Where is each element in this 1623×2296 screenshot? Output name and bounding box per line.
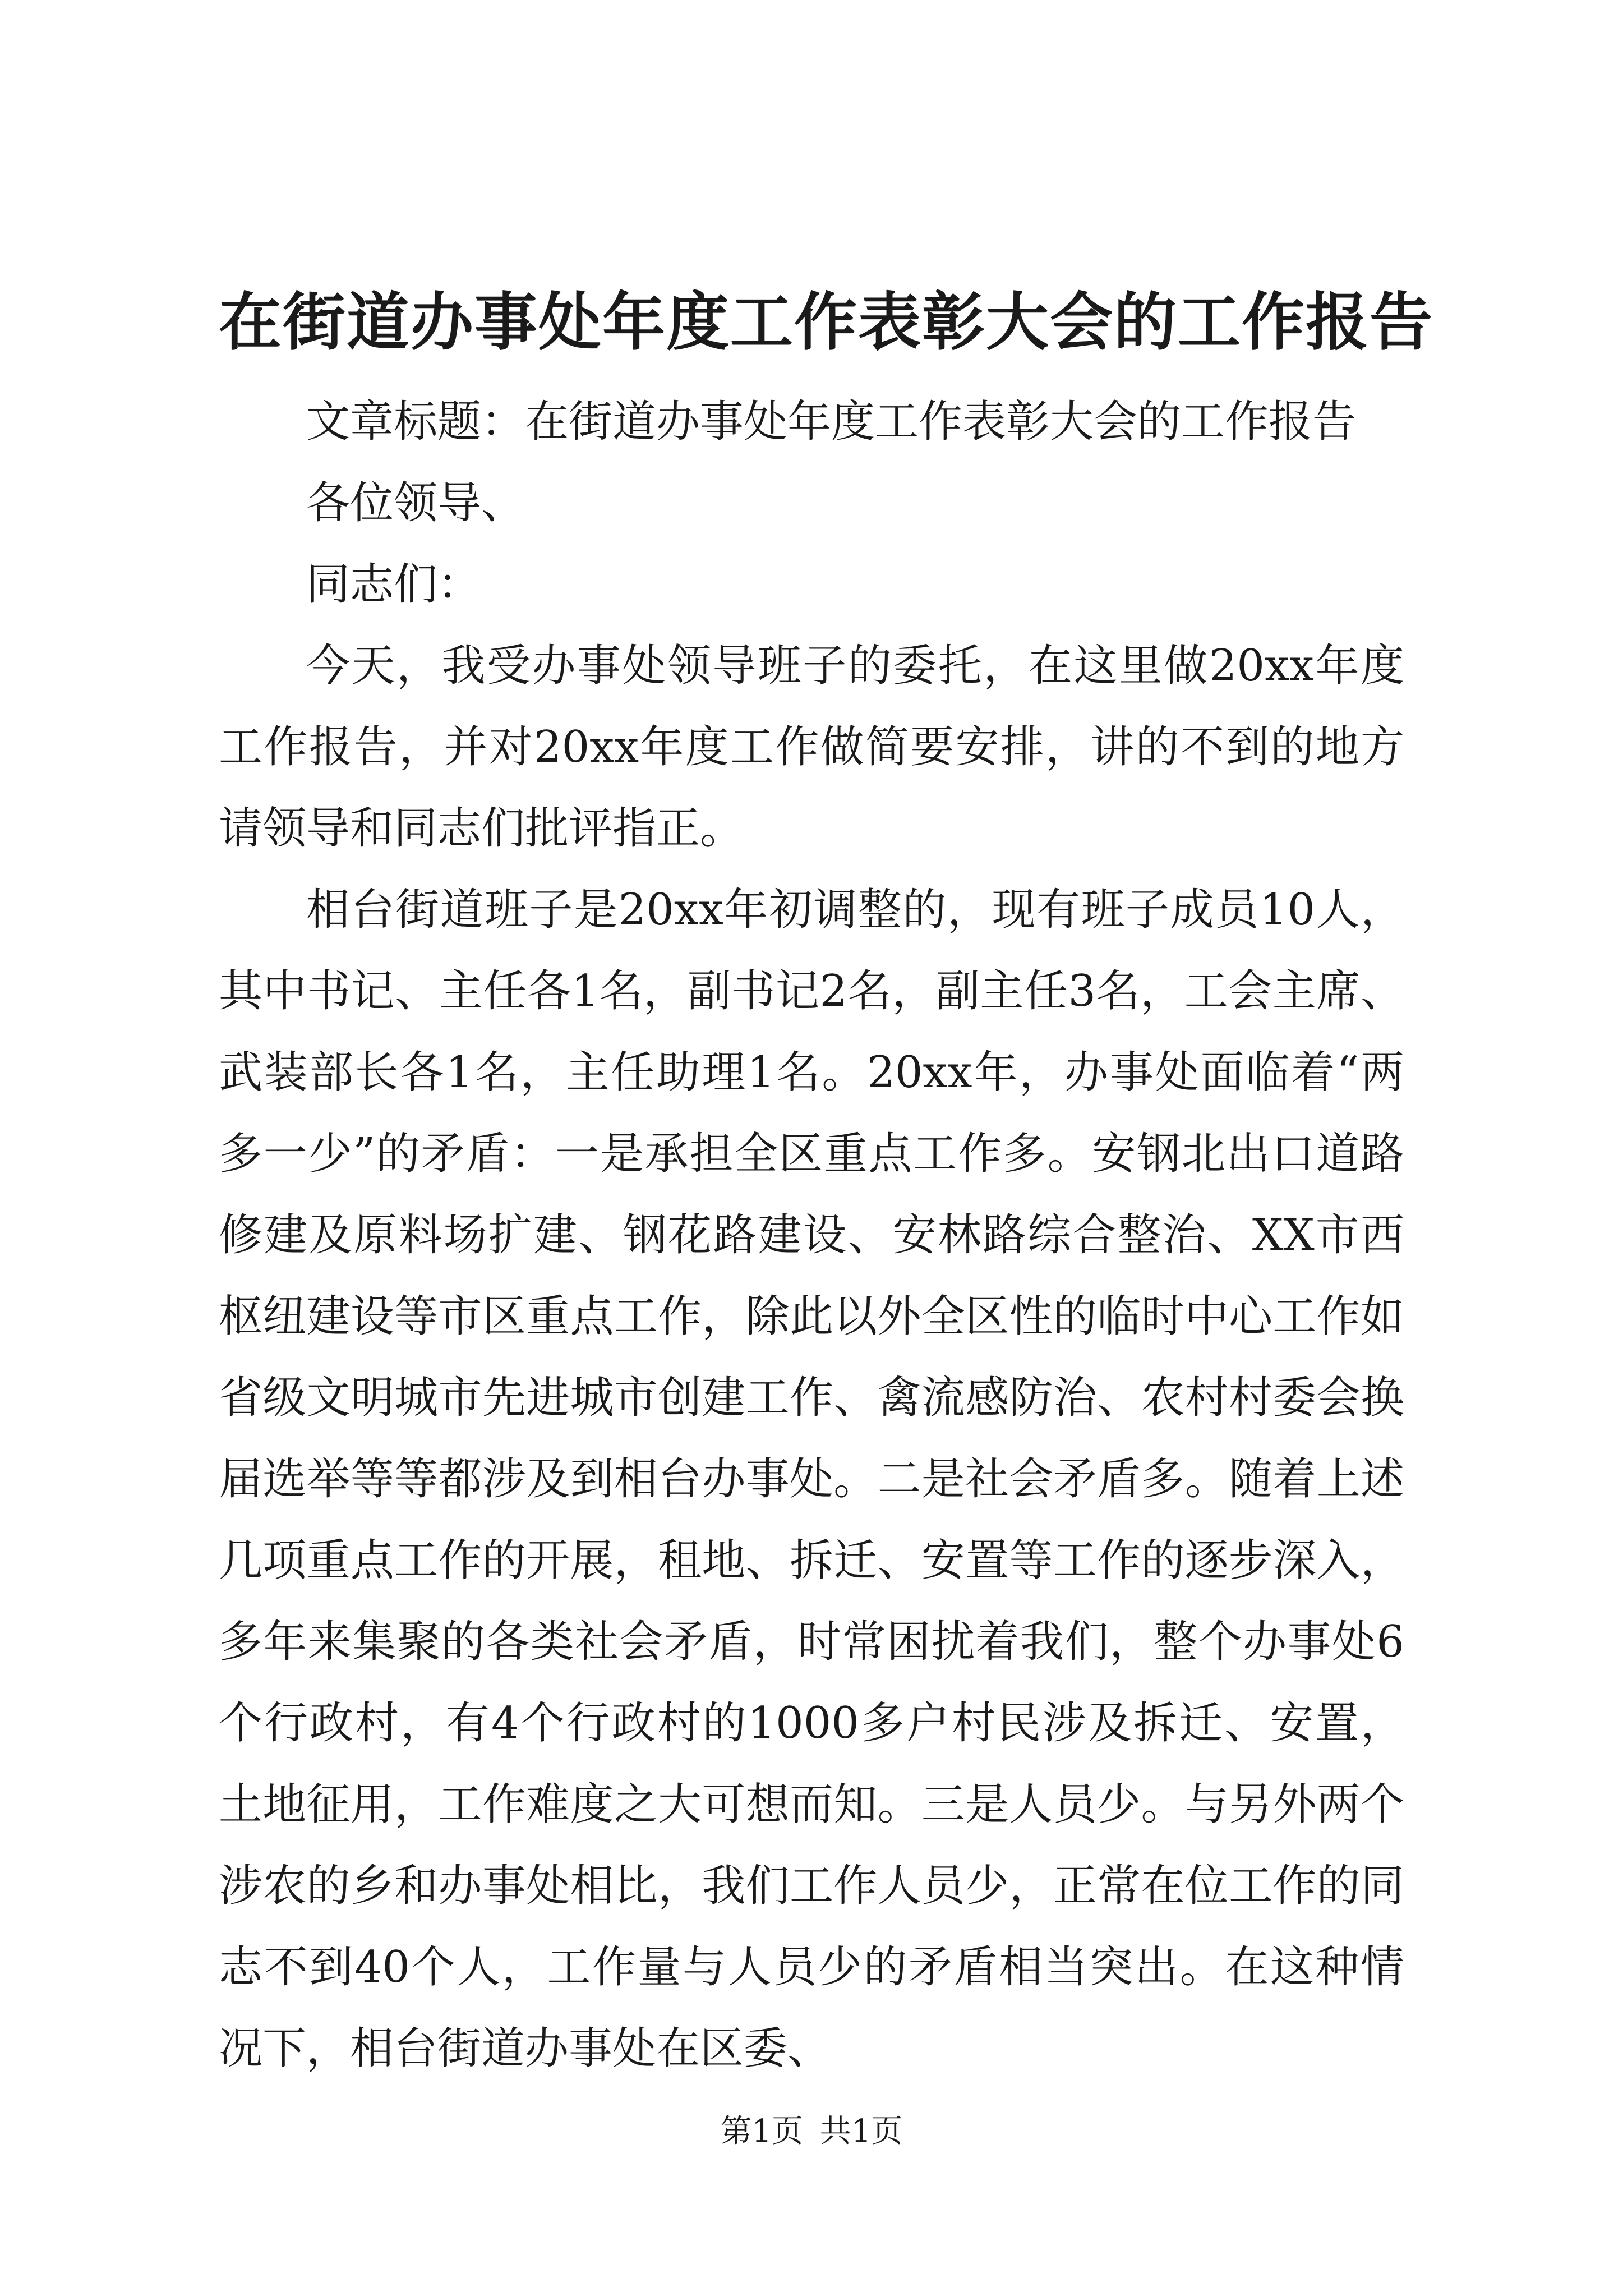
page-footer: [0, 2109, 1623, 2154]
document-title: 在街道办事处年度工作表彰大会的工作报告: [219, 286, 1433, 359]
salutation-comrades: 同志们：: [306, 559, 482, 610]
salutation-leaders: 各位领导、: [306, 478, 525, 528]
article-title-line: 文章标题：在街道办事处年度工作表彰大会的工作报告: [306, 397, 1357, 447]
paragraph-team: 相台街道班子是20xx年初调整的，现有班子成员10人，其中书记、主任各1名，副书记2名，副主任3名，工会主席、武装部长各1名，主任助理1名。20xx年，办事处面临着“两多一少”的矛盾：一是承担全区重点工作多。安钢北出口道路修建及原料场扩建、钢花路建设、安林路综合整治、XX市西枢纽建设等市区重点工作，除此以外全区性的临时中心工作如省级文明城市先进城市创建工作、禽流感防治、农村村委会换届选举等等都涉及到相台办事处。二是社会矛盾多。随着上述几项重点工作的开展，租地、拆迁、安置等工作的逐步深入，多年来集聚的各类社会矛盾，时常困扰着我们，整个办事处6个行政村，有4个行政村的1000多户村民涉及拆迁、安置，土地征用，工作难度之大可想而知。三是人员少。与另外两个涉农的乡和办事处相比，我们工作人员少，正常在位工作的同志不到40个人，工作量与人员少的矛盾相当突出。在这种情况下，相台街道办事处在区委、: [219, 885, 1404, 2074]
page-total: 共1页: [819, 2113, 903, 2150]
document-body: [219, 381, 1404, 2090]
paragraph-intro: 今天，我受办事处领导班子的委托，在这里做20xx年度工作报告，并对20xx年度工作做简要安排，讲的不到的地方请领导和同志们批评指正。: [219, 641, 1404, 854]
page-number: 第1页: [720, 2113, 804, 2150]
